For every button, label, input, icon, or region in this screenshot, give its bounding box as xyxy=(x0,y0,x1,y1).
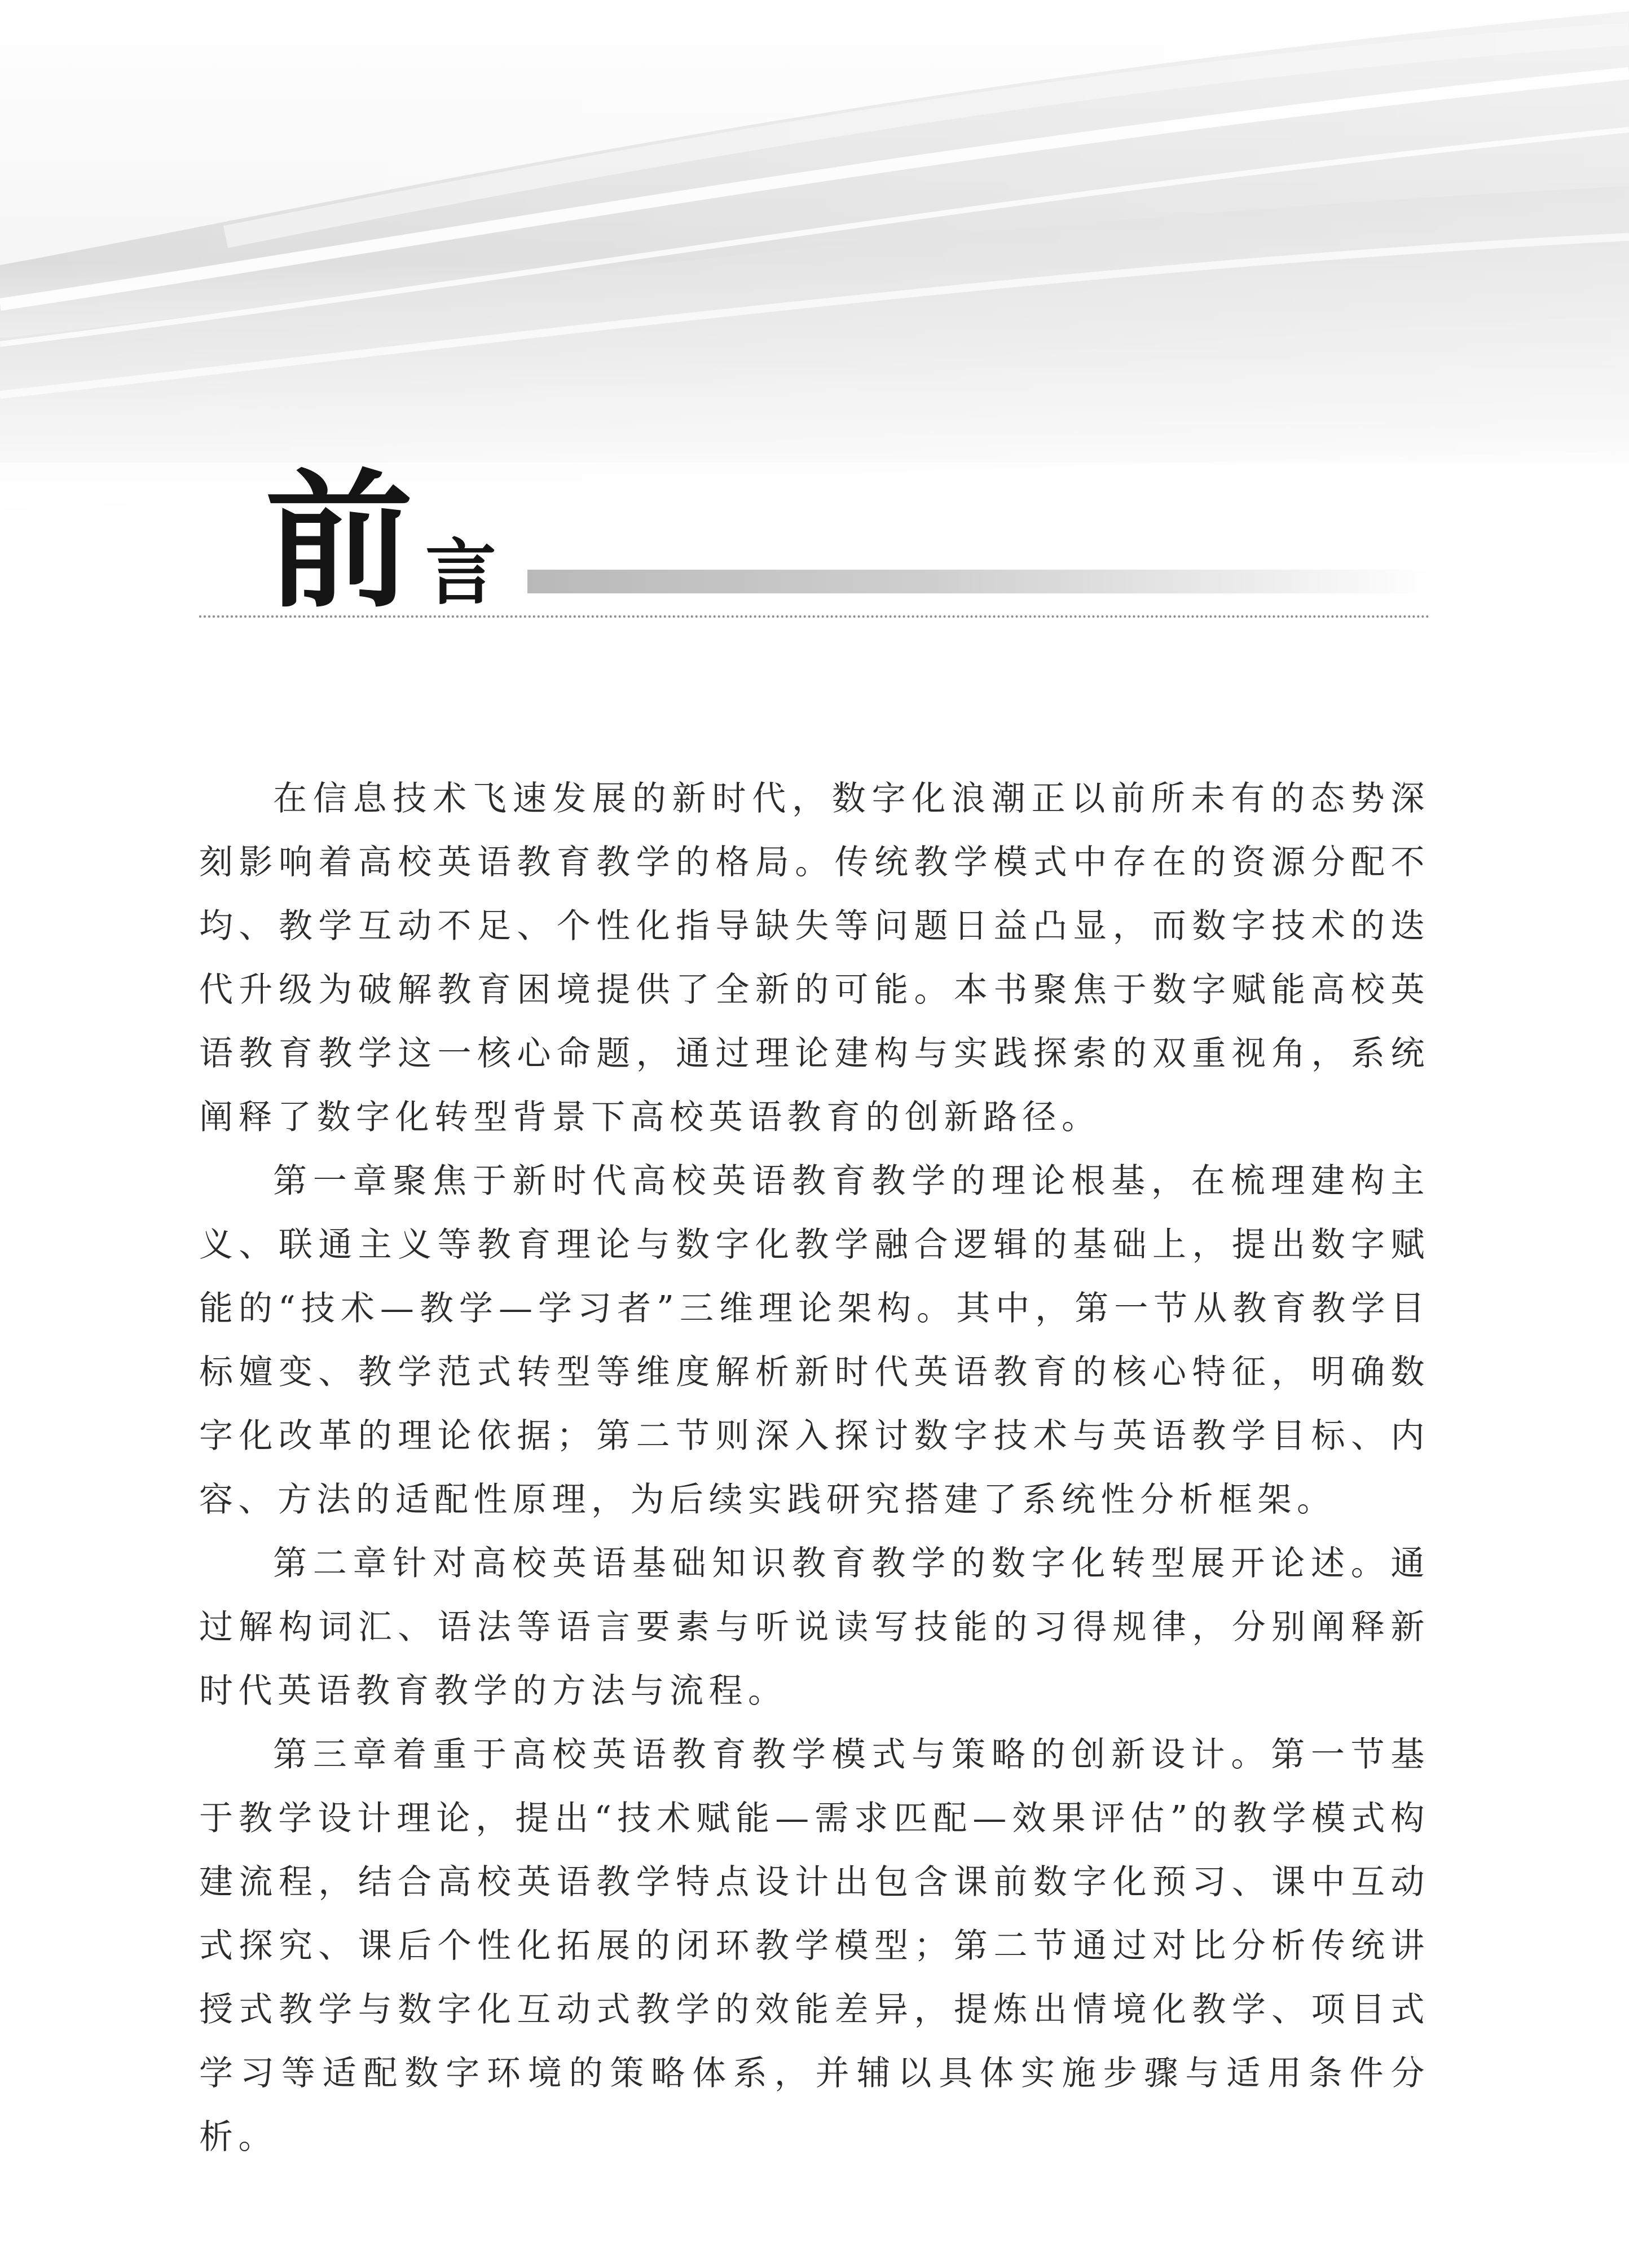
header-wave-decoration xyxy=(0,0,1629,564)
paragraph-4: 第三章着重于高校英语教育教学模式与策略的创新设计。第一节基于教学设计理论，提出“技术赋能—需求匹配—效果评估”的教学模式构建流程，结合高校英语教学特点设计出包含课前数字化预习、课中互动式探究、课后个性化拓展的闭环教学模型；第二节通过对比分析传统讲授式教学与数字化互动式教学的效能差异，提炼出情境化教学、项目式学习等适配数字环境的策略体系，并辅以具体实施步骤与适用条件分析。 xyxy=(199,1735,1430,2157)
paragraph-1: 在信息技术飞速发展的新时代，数字化浪潮正以前所未有的态势深刻影响着高校英语教育教学的格局。传统教学模式中存在的资源分配不均、教学互动不足、个性化指导缺失等问题日益凸显，而数字技术的迭代升级为破解教育困境提供了全新的可能。本书聚焦于数字赋能高校英语教育教学这一核心命题，通过理论建构与实践探索的双重视角，系统阐释了数字化转型背景下高校英语教育的创新路径。 xyxy=(199,779,1430,1137)
title-gradient-bar xyxy=(527,570,1430,593)
preface-body xyxy=(199,767,1430,2169)
dotted-divider xyxy=(199,615,1430,618)
title-sub-char: 言 xyxy=(425,531,496,614)
paragraph-2: 第一章聚焦于新时代高校英语教育教学的理论根基，在梳理建构主义、联通主义等教育理论与数字化教学融合逻辑的基础上，提出数字赋能的“技术—教学—学习者”三维理论架构。其中，第一节从教育教学目标嬗变、教学范式转型等维度解析新时代英语教育的核心特征，明确数字化改革的理论依据；第二节则深入探讨数字技术与英语教学目标、内容、方法的适配性原理，为后续实践研究搭建了系统性分析框架。 xyxy=(199,1161,1430,1520)
title-main-char: 前 xyxy=(265,454,413,628)
paragraph-3: 第二章针对高校英语基础知识教育教学的数字化转型展开论述。通过解构词汇、语法等语言要素与听说读写技能的习得规律，分别阐释新时代英语教育教学的方法与流程。 xyxy=(199,1544,1430,1711)
page-title xyxy=(265,446,496,628)
